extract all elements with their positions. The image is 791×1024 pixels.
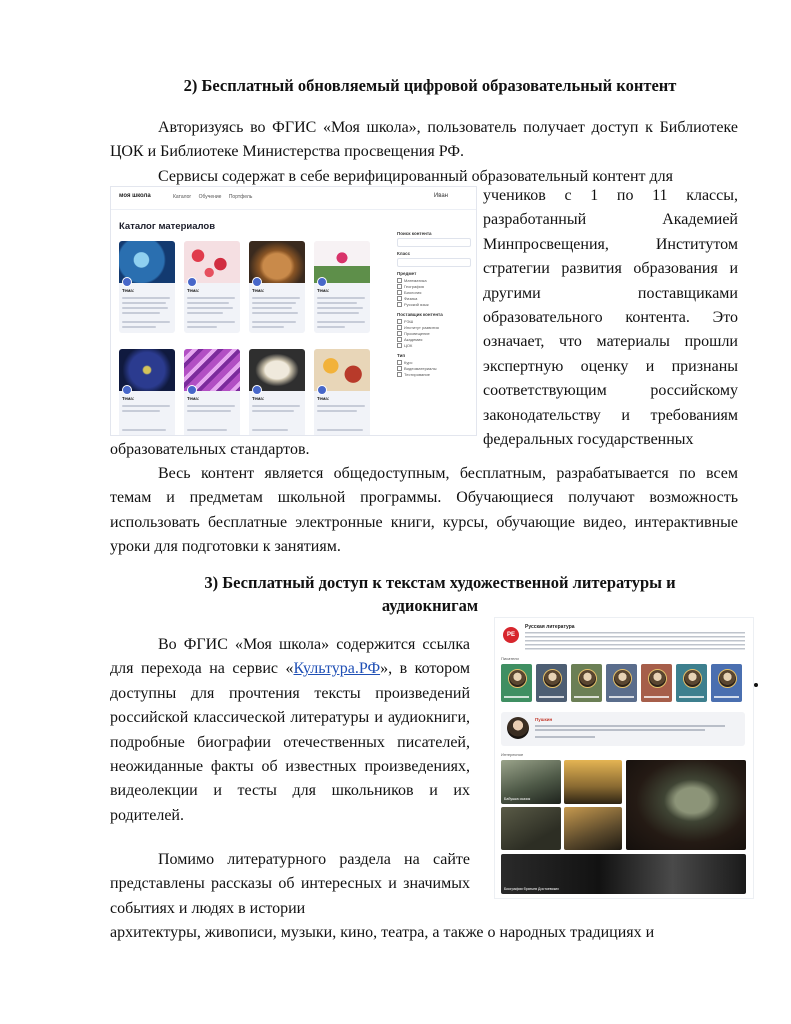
moya-shkola-logo: моя школа [119,193,151,199]
filter-search-label: Поиск контента [397,231,432,236]
author-card [501,664,532,702]
filter-provider-option: Просвещение [397,331,471,337]
featured-author-title: Пушкин [535,717,553,722]
tile-caption: Бабушка сказок [504,797,531,801]
tile-landscape [501,760,561,804]
section-3-paragraph-1-text: Во ФГИС «Моя школа» содержится ссылка для перехода на сервис « [110,636,470,678]
catalog-card-label: Тема: [252,288,265,293]
author-card [606,664,637,702]
tile-caption: Биографии братьев Достоевских [504,887,559,891]
catalog-card-label: Тема: [122,288,135,293]
featured-author-avatar [507,717,529,739]
filter-provider-label: Поставщик контента [397,312,443,317]
tile-interior [564,807,622,850]
author-card [641,664,672,702]
author-card [536,664,567,702]
section-3-paragraph-2-tail: архитектуры, живописи, музыки, кино, театра, а также о народных традициях и [110,924,655,941]
filter-provider-option: ЦОК [397,343,471,349]
authors-label: Писатели [501,656,519,661]
section-3-paragraph-1-text-end: », в котором доступны для прочтения тексты произведений российской классической литературы и аудиокниги, подробные биографии отечественных писателей, неожиданные факты об известных произведениях, видеолекции и тесты для школьников и их родителей. [110,660,470,824]
section-2-paragraph-1: Авторизуясь во ФГИС «Моя школа», пользователь получает доступ к Библиотеке ЦОК и Библиотеке Министерства просвещения РФ. [110,119,738,161]
catalog-card-bread [249,241,305,333]
bullet-dot [754,683,758,687]
section-3-heading-line-2: аудиокнигам [381,596,479,615]
catalog-card-flower [314,241,370,333]
filter-provider-option: РЭШ [397,319,471,325]
section-3-paragraph-1 [110,633,470,828]
filter-subject-option: Математика [397,278,471,284]
filter-subject-option: География [397,284,471,290]
filter-provider-option: Институт развития [397,325,471,331]
section-3-paragraph-2: Помимо литературного раздела на сайте представлены рассказы об интересных и значимых событиях и людях в истории [110,851,470,917]
filter-subject-option: Русский язык [397,302,471,308]
section-2-paragraph-3: Весь контент является общедоступным, бесплатным, разрабатывается по всем темам и предметам школьной программы. Обучающиеся получают возможность использовать бесплатные электронные книги, курсы, обучающие видео, интерактивные уроки для подготовки к занятиям. [110,465,738,556]
tile-painting [564,760,622,804]
catalog-card-label: Тема: [317,396,330,401]
kultura-logo: РЕ [503,627,519,643]
filter-type-label: Тип [397,353,406,358]
catalog-card-fibers [184,349,240,436]
catalog-card-label: Тема: [122,396,135,401]
russian-literature-description [525,632,745,650]
filter-subject-option: Физика [397,296,471,302]
catalog-nav-bar [111,187,476,210]
tile-dostoevsky [501,854,746,894]
section-3-heading-line-1: 3) Бесплатный доступ к текстам художественной литературы и [204,573,676,592]
catalog-nav-user: Иван [433,193,448,199]
kultura-rf-link[interactable]: Культура.РФ [293,660,381,678]
filter-subject-option: Биология [397,290,471,296]
interesting-label: Интересное [501,752,524,757]
catalog-card-skull [249,349,305,436]
section-2-paragraph-2-wrapped: учеников с 1 по 11 классы, разработанный Академией Минпросвещения, Институтом стратегии развития образования и другими поставщиками образовательного контента. Это означает, что материалы прошли экспертную оценку и признаны соответствующим российскому законодательству и требованиям федеральных государственных [483,187,738,449]
catalog-card-virus [119,241,175,333]
catalog-card-blood-cells [184,241,240,333]
catalog-filter-sidebar [397,227,471,378]
filter-type-option: Тестирование [397,372,471,378]
filter-class-label: Класс [397,251,411,256]
author-card [711,664,742,702]
catalog-screenshot [110,186,477,436]
catalog-card-label: Тема: [187,396,200,401]
author-card [571,664,602,702]
filter-class-select [397,258,471,267]
section-2-paragraph-2-tail: образовательных стандартов. [110,441,310,458]
catalog-card-insect [119,349,175,436]
section-2-paragraph-2-first-line: Сервисы содержат в себе верифицированный образовательный контент для [158,168,674,185]
tile-frame [501,807,561,850]
tile-fish [626,760,746,850]
section-2-heading: 2) Бесплатный обновляемый цифровой образовательный контент [183,76,677,95]
catalog-card-label: Тема: [187,288,200,293]
catalog-title: Каталог материалов [119,221,216,232]
filter-type-option: Видеоматериалы [397,366,471,372]
kultura-rf-screenshot [494,617,754,899]
filter-search-input [397,238,471,247]
filter-type-option: Курс [397,360,471,366]
catalog-nav-links: Каталог Обучение Портфель [173,194,253,200]
catalog-card-label: Тема: [252,396,265,401]
author-card [676,664,707,702]
catalog-card-food [314,349,370,436]
filter-subject-label: Предмет [397,271,417,276]
russian-literature-title: Русская литература [525,624,575,630]
catalog-card-label: Тема: [317,288,330,293]
featured-author-banner [501,712,745,746]
filter-provider-option: Академия [397,337,471,343]
